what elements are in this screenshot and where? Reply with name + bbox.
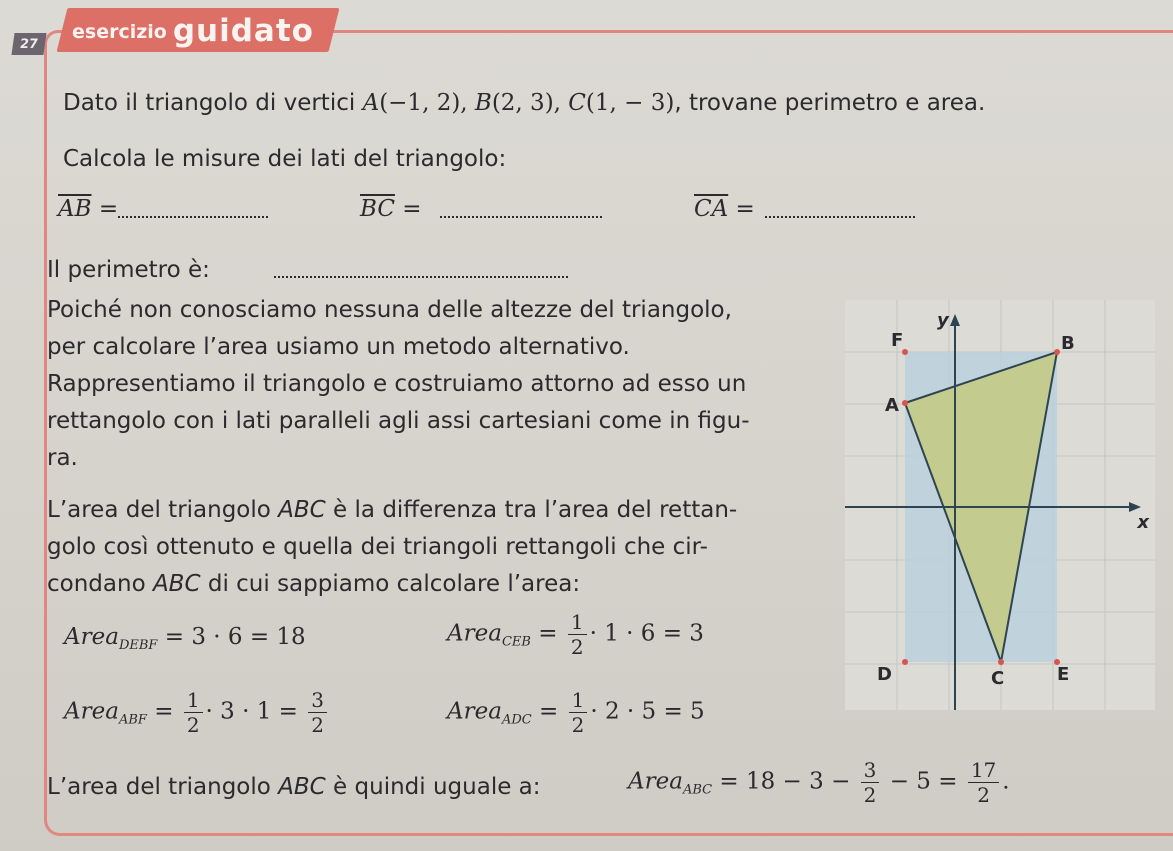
formula-area-ceb: Area$_{CEB}$ = $\frac{1}{2}$ · 1 · 6 = 3 xyxy=(447,610,704,659)
side-bc-blank[interactable] xyxy=(440,216,602,218)
point-label-a: A xyxy=(885,395,899,416)
formula-area-debf: Area$_{DEBF}$ = 3 · 6 = 18 xyxy=(64,624,306,653)
fraction-one-half: $\frac{1}{2}$ xyxy=(569,690,588,735)
point-label-b: B xyxy=(1061,333,1075,354)
banner-label xyxy=(72,9,342,49)
paragraph1-line2: per calcolare l’area usiamo un metodo alternativo. xyxy=(47,334,630,360)
banner-label-big: guidato xyxy=(172,13,314,49)
side-ab-label: $\overline{AB}$ = xyxy=(58,196,119,222)
conclusion-formula: Area$_{ABC}$ = 18 − 3 − $\frac{3}{2}$ − 5 = $\frac{17}{2}$ . xyxy=(628,758,1010,807)
fraction-seventeen-halves: $\frac{17}{2}$ xyxy=(968,760,999,805)
point-label-e: E xyxy=(1057,664,1070,685)
point-label-f: F xyxy=(891,330,904,351)
perimeter-blank[interactable] xyxy=(274,276,568,278)
paragraph1-line5: ra. xyxy=(47,445,78,471)
conclusion-text: L’area del triangolo ABC è quindi uguale a: xyxy=(47,774,541,800)
side-ca-blank[interactable] xyxy=(765,216,915,218)
paragraph2-line2: golo così ottenuto e quella dei triangoli rettangoli che cir- xyxy=(47,534,708,560)
paragraph1-line1: Poiché non conosciamo nessuna delle altezze del triangolo, xyxy=(47,297,732,323)
perimeter-label: Il perimetro è: xyxy=(47,257,210,283)
y-axis-label: y xyxy=(937,310,949,331)
fraction-three-halves: $\frac{3}{2}$ xyxy=(308,690,327,735)
x-axis-label: x xyxy=(1137,512,1149,533)
exercise-number: 27 xyxy=(11,33,46,55)
point-label-c: C xyxy=(991,668,1005,689)
point-label-d: D xyxy=(877,664,892,685)
fraction-three-halves: $\frac{3}{2}$ xyxy=(861,760,880,805)
coordinate-figure xyxy=(845,300,1155,710)
sides-instruction: Calcola le misure dei lati del triangolo: xyxy=(63,146,507,172)
side-bc-label: $\overline{BC}$ = xyxy=(360,196,422,222)
paragraph1-line4: rettangolo con i lati paralleli agli assi cartesiani come in figu- xyxy=(47,408,750,434)
formula-area-adc: Area$_{ADC}$ = $\frac{1}{2}$ · 2 · 5 = 5 xyxy=(447,688,705,737)
side-ca-label: $\overline{CA}$ = xyxy=(694,196,755,222)
fraction-one-half: $\frac{1}{2}$ xyxy=(184,690,203,735)
fraction-one-half: $\frac{1}{2}$ xyxy=(568,612,587,657)
paragraph2-line1: L’area del triangolo ABC è la differenza tra l’area del rettan- xyxy=(47,497,738,523)
paragraph1-line3: Rappresentiamo il triangolo e costruiamo attorno ad esso un xyxy=(47,371,747,397)
banner-label-small: esercizio xyxy=(72,21,167,43)
side-ab-blank[interactable] xyxy=(118,216,268,218)
formula-area-abf: Area$_{ABF}$ = $\frac{1}{2}$ · 3 · 1 = $\frac{3}{2}$ xyxy=(64,690,330,735)
paragraph2-line3: condano ABC di cui sappiamo calcolare l’area: xyxy=(47,571,581,597)
problem-statement: Dato il triangolo di vertici A(−1, 2), B(2, 3), C(1, − 3), trovane perimetro e area. xyxy=(63,90,986,116)
